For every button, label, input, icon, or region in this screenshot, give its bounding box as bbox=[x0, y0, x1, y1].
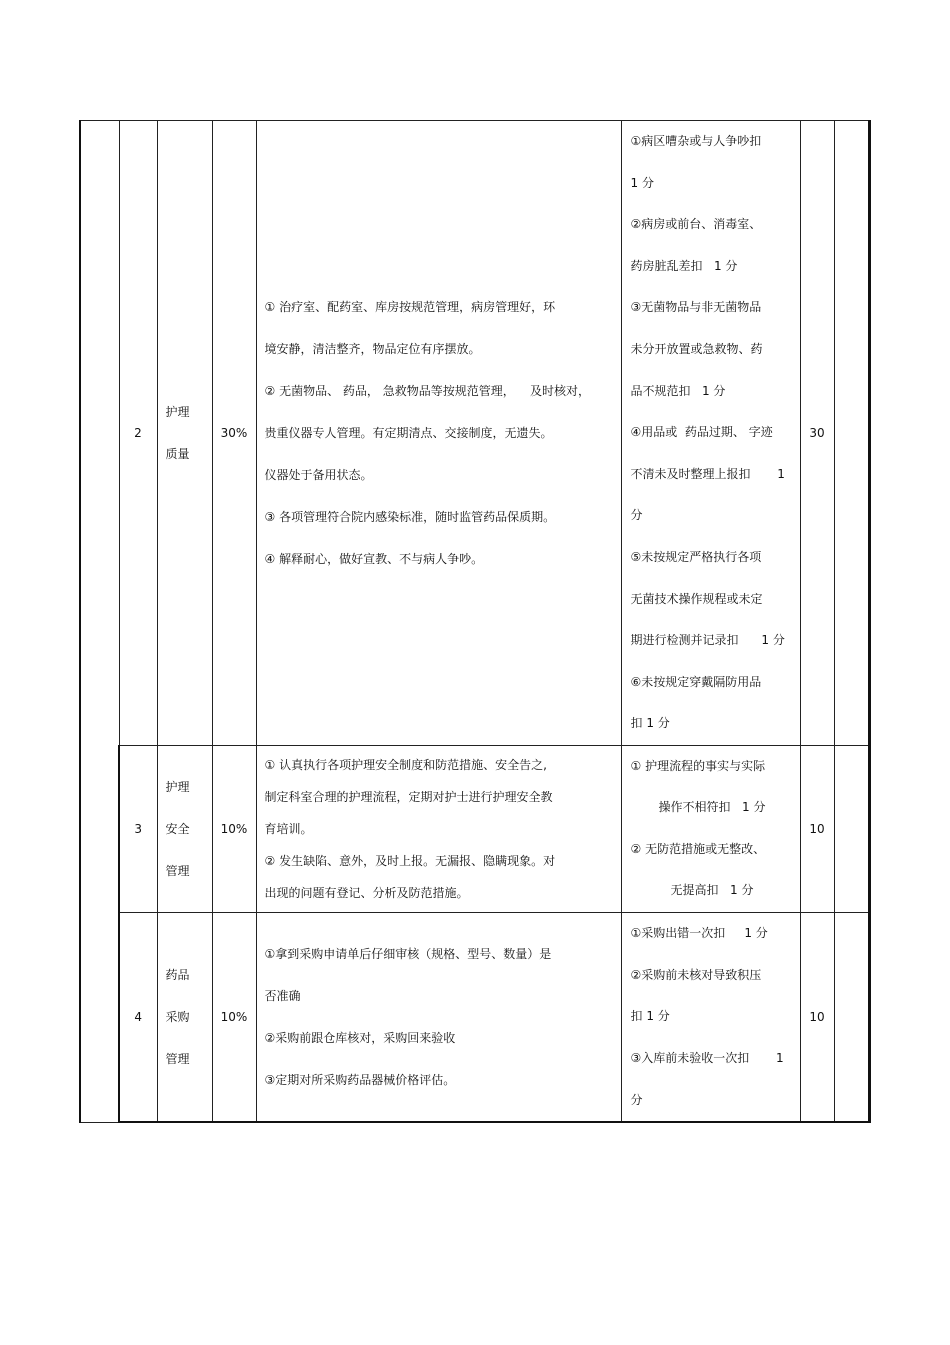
deduction-rules bbox=[621, 121, 800, 746]
standard-line: ③ 各项管理符合院内感染标准，随时监管药品保质期。 bbox=[264, 509, 556, 524]
standard-line: 否准确 bbox=[264, 989, 301, 1004]
deduction-line: ②采购前未核对导致积压 bbox=[630, 967, 762, 982]
deduction-line: ⑥未按规定穿戴隔防用品 bbox=[630, 674, 762, 689]
deduction-rules bbox=[621, 912, 800, 1122]
standard-text bbox=[256, 745, 621, 912]
deduction-line: ① 护理流程的事实与实际 bbox=[630, 758, 766, 773]
standard-line: ① 认真执行各项护理安全制度和防范措施、安全告之, bbox=[264, 757, 547, 772]
weight: 10% bbox=[212, 912, 256, 1122]
blank-right-column bbox=[834, 121, 869, 746]
standard-text bbox=[256, 121, 621, 746]
score: 10 bbox=[800, 912, 834, 1122]
standard-line: 制定科室合理的护理流程，定期对护士进行护理安全教 bbox=[264, 789, 553, 804]
deduction-line: 1 分 bbox=[630, 175, 654, 190]
standard-text bbox=[256, 912, 621, 1122]
deduction-line: 分 bbox=[630, 508, 643, 523]
standard-line: 出现的问题有登记、分析及防范措施。 bbox=[264, 885, 469, 900]
table-row bbox=[80, 121, 869, 746]
standard-line: ② 发生缺陷、意外，及时上报。无漏报、隐瞒现象。对 bbox=[264, 853, 556, 868]
score: 30 bbox=[800, 121, 834, 746]
blank-right-column bbox=[834, 745, 869, 912]
item-name-line: 管理 bbox=[165, 1052, 190, 1067]
table-row bbox=[80, 745, 869, 912]
deduction-line: ①采购出错一次扣 1 分 bbox=[630, 926, 768, 941]
deduction-line: ③入库前未验收一次扣 1 bbox=[630, 1050, 784, 1065]
row-number: 4 bbox=[119, 912, 157, 1122]
standard-line: ② 无菌物品、 药品， 急救物品等按规范管理， 及时核对， bbox=[264, 383, 590, 398]
item-name bbox=[157, 121, 212, 746]
deduction-line: 期进行检测并记录扣 1 分 bbox=[630, 633, 785, 648]
weight: 10% bbox=[212, 745, 256, 912]
blank-left-column bbox=[80, 121, 119, 1123]
standard-line: 仪器处于备用状态。 bbox=[264, 467, 373, 482]
deduction-line: 未分开放置或急救物、药 bbox=[630, 341, 763, 356]
standard-line: ①拿到采购申请单后仔细审核（规格、型号、数量）是 bbox=[264, 947, 552, 962]
item-name-line: 安全 bbox=[165, 821, 190, 836]
deduction-line: ③无菌物品与非无菌物品 bbox=[630, 300, 762, 315]
deduction-line: 无菌技术操作规程或未定 bbox=[630, 591, 763, 606]
deduction-line: 操作不相符扣 1 分 bbox=[658, 800, 766, 815]
item-name bbox=[157, 912, 212, 1122]
deduction-line: 分 bbox=[630, 1092, 643, 1107]
deduction-line: 扣 1 分 bbox=[630, 1009, 670, 1024]
deduction-line: ④用品或 药品过期、 字迹 bbox=[630, 425, 773, 440]
deduction-line: ①病区嘈杂或与人争吵扣 bbox=[630, 134, 762, 148]
item-name-line: 采购 bbox=[165, 1010, 190, 1025]
item-name-line: 药品 bbox=[165, 968, 190, 983]
deduction-line: 药房脏乱差扣 1 分 bbox=[630, 258, 738, 273]
standard-line: ① 治疗室、配药室、库房按规范管理，病房管理好，环 bbox=[264, 299, 556, 314]
standard-line: ②采购前跟仓库核对，采购回来验收 bbox=[264, 1031, 456, 1046]
deduction-line: 品不规范扣 1 分 bbox=[630, 383, 726, 398]
deduction-rules bbox=[621, 745, 800, 912]
deduction-line: 扣 1 分 bbox=[630, 716, 670, 731]
item-name-line: 质量 bbox=[165, 446, 190, 461]
table-row bbox=[80, 912, 869, 1122]
item-name bbox=[157, 745, 212, 912]
standard-line: 境安静，清洁整齐，物品定位有序摆放。 bbox=[264, 341, 481, 356]
blank-right-column bbox=[834, 912, 869, 1122]
row-number: 3 bbox=[119, 745, 157, 912]
assessment-table bbox=[79, 120, 871, 1123]
item-name-line: 管理 bbox=[165, 863, 190, 878]
item-name-line: 护理 bbox=[165, 404, 190, 419]
score: 10 bbox=[800, 745, 834, 912]
deduction-line: ② 无防范措施或无整改、 bbox=[630, 841, 766, 856]
row-number: 2 bbox=[119, 121, 157, 746]
standard-line: ④ 解释耐心，做好宣教、不与病人争吵。 bbox=[264, 551, 484, 566]
deduction-line: 无提高扣 1 分 bbox=[670, 883, 754, 898]
deduction-line: ⑤未按规定严格执行各项 bbox=[630, 549, 762, 564]
weight: 30% bbox=[212, 121, 256, 746]
standard-line: 育培训。 bbox=[264, 821, 313, 836]
deduction-line: 不清未及时整理上报扣 1 bbox=[630, 466, 785, 481]
standard-line: ③定期对所采购药品器械价格评估。 bbox=[264, 1073, 456, 1088]
item-name-line: 护理 bbox=[165, 779, 190, 794]
standard-line: 贵重仪器专人管理。有定期清点、交接制度，无遗失。 bbox=[264, 425, 553, 440]
deduction-line: ②病房或前台、消毒室、 bbox=[630, 217, 762, 232]
